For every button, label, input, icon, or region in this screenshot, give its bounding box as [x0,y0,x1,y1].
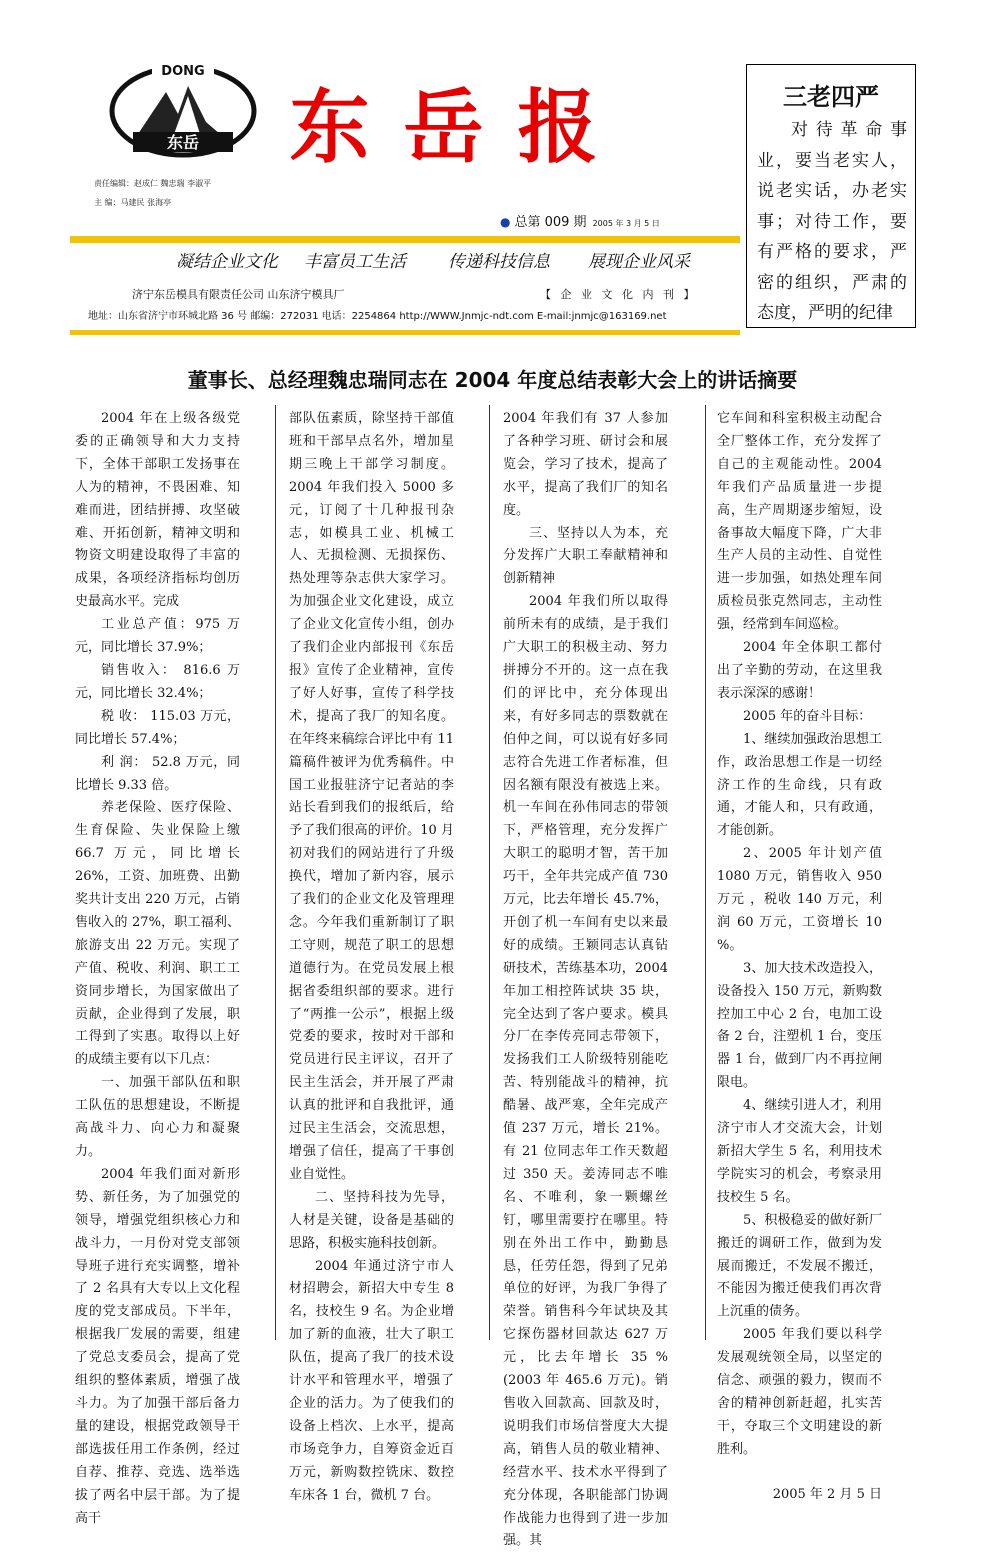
paragraph: 2004 年全体职工都付出了辛勤的劳动，在这里我表示深深的感谢！ [717,640,882,701]
paragraph: 利 润： 52.8 万元，同比增长 9.33 倍。 [75,754,240,793]
paragraph: 养老保险、医疗保险、生育保险、失业保险上缴 66.7 万元，同比增长 26%，工资、加班费、出勤奖共计支出 220 万元，占销售收入的 27%，职工福利、旅游支出 22 万元。实现了产值、税收、利润、职工工资同步增长，为国家做出了贡献，企业得到了发展，职工得到了实惠。取得以上好的成绩主要有以下几点： [75,800,240,1068]
issue-number: 总第 009 期 [514,215,587,230]
paragraph: 税 收： 115.03 万元，同比增长 57.4%； [75,708,240,747]
slogan-4: 展现企业风采 [588,252,690,272]
slogan-1: 凝结企业文化 [176,252,278,272]
column-divider [705,405,706,1340]
dongyue-logo [108,62,258,160]
paragraph: 2004 年通过济宁市人材招聘会，新招大中专生 8 名，技校生 9 名。为企业增加了新的血液，壮大了职工队伍，提高了我厂的技术设计水平和管理水平，增强了企业的活力。为了使我们的设备上档次、上水平，提高市场竞争力，自筹资金近百万元，新购数控铣床、数控车床各 1 台，微机 7 台。 [289,1258,454,1503]
paragraph: 2004 年我们所以取得前所未有的成绩，是于我们广大职工的积极主动、努力拼搏分不开的。这一点在我们的评比中，充分体现出来，有好多同志的票数就在伯仲之间，可以说有好多同志符合先进工作者标准，但因名额有限没有被选上来。机一车间在孙伟同志的带领下，严格管理，充分发挥广大职工的聪明才智，苦干加巧干，全年共完成产值 730 万元，比去年增长 45.7%，开创了机一车间有史以来最好的成绩。王颖同志认真钻研技术，苦练基本功，2004 年加工相控阵试块 35 块，完全达到了客户要求。模具分厂在李传亮同志带领下，发扬我们工人阶级特别能吃苦、特别能战斗的精神，抗酷暑、战严寒，全年完成产值 237 万元，增长 21%。有 21 位同志年工作天数超过 350 天。姜涛同志不唯 名、不唯利，象一颗螺丝钉，哪里需要拧在哪里。特别在外出工作中，勤勤恳恳，任劳任怨，得到了兄弟单位的好评，为我厂争得了荣誉。销售科今年试块及其它探伤器材回款达 627 万元，比去年增长 35 %(2003 年 465.6 万元)。销售收入回款高、回款及时，说明我们市场信誉度大大提高，销售人员的敬业精神、经营水平、技术水平得到了充分体现，各职能部门协调作战能力也得到了进一步加强。其 [503,594,668,1549]
section-heading: 二、坚持科技为先导，人材是关键，设备是基础的思路，积极实施科技创新。 [289,1189,454,1251]
column-divider [275,405,276,1340]
motto-box [746,64,916,328]
paragraph: 工业总产值：975 万元，同比增长 37.9%； [75,617,240,656]
article-column-3 [503,408,668,1553]
logo-top-text: DONG [161,64,205,79]
column-divider [489,405,490,1340]
motto-title: 三老四严 [783,83,879,111]
list-item: 3、加大技术改造投入，设备投入 150 万元，新购数控加工中心 2 台，电加工设备 2 台，注塑机 1 台，变压器 1 台，做到厂内不再拉闸限电。 [717,960,882,1091]
article-column-2 [289,408,454,1508]
signature-date: 2005 年 2 月 5 日 [772,1486,882,1502]
staff-chief-editors: 主 编：马建民 张海亭 [94,198,172,207]
list-item: 5、积极稳妥的做好新厂搬迁的调研工作，做到为发展而搬迁，不发展不搬迁，不能因为搬迁使我们再次背上沉重的债务。 [717,1212,882,1320]
issue-info [500,211,660,230]
banner-top-rule [70,236,740,243]
bullet-icon: ● [500,215,511,229]
paragraph: 2005 年的奋斗目标： [743,708,872,724]
paragraph: 2004 年我们面对新形势、新任务，为了加强党的领导，增强党组织核心力和战斗力，一月份对党支部领导班子进行充实调整，增补了 2 名具有大专以上文化程度的党支部成员。下半年，根据我厂发展的需要，组建了党总支委员会，提高了党组织的整体素质，增强了战斗力。为了加强干部后备力量的建设，根据党政领导干部选拔任用工作条例，经过自荐、推荐、竞选、选举选拔了两名中层干部。为了提高干 [75,1166,240,1526]
paragraph: 2004 年在上级各级党委的正确领导和大力支持下，全体干部职工发扬事在人为的精神，不畏困难、知难而进，团结拼搏、攻坚破难、开拓创新，精神文明和物资文明建设取得了丰富的成果，各项经济指标均创历史最高水平。完成 [75,411,240,610]
contact-address: 地址：山东省济宁市环城北路 36 号 邮编：272031 电话：2254864 http://WWW.Jnmjc-ndt.com E-mail:jnmjc@163169.net [88,311,667,322]
slogan-3: 传递科技信息 [448,252,550,272]
paragraph: 销售收入： 816.6 万元，同比增长 32.4%； [75,662,240,701]
logo-bottom-text: 东岳 [166,133,200,152]
company-name: 济宁东岳模具有限责任公司 山东济宁模具厂 [132,288,345,301]
internal-publication-label: 【 企 业 文 化 内 刊 】 [540,288,698,301]
list-item: 1、继续加强政治思想工作，政治思想工作是一切经济工作的生命线，只有政通，才能人和，只有政通，才能创新。 [717,731,882,839]
section-heading: 一、加强干部队伍和职工队伍的思想建设，不断提高战斗力、向心力和凝聚力。 [75,1075,240,1159]
list-item: 4、继续引进人才，利用济宁市人才交流大会，计划新招大学生 5 名，利用技术学院实习的机会，考察录用技校生 5 名。 [717,1098,882,1205]
paragraph: 部队伍素质，除坚持干部值班和干部早点名外，增加星期三晚上干部学习制度。2004 年我们投入 5000 多元，订阅了十几种报刊杂志，如模具工业、机械工人、无损检测、无损探伤、热处理等杂志供大家学习。为加强企业文化建设，成立了企业文化宣传小组，创办了我们企业内部报刊《东岳报》宣传了企业精神，宣传了好人好事，宣传了科学技术，提高了我厂的知名度。在年终来稿综合评比中有 11 篇稿件被评为优秀稿件。中国工业报驻济宁记者站的李站长看到我们的报纸后，给予了我们很高的评价。10 月初对我们的网站进行了升级换代，增加了新内容，展示了我们的企业文化及管理理念。今年我们重新制订了职工守则，规范了职工的思想道德行为。在党员发展上根据省委组织部的要求。进行了“两推一公示”，根据上级党委的要求，按时对干部和党员进行民主评议，召开了民主生活会，并开展了严肃认真的批评和自我批评，通过民主生活会，交流思想，增强了信任，提高了干事创业自觉性。 [289,411,454,1182]
paragraph: 2004 年我们有 37 人参加了各种学习班、研讨会和展览会，学习了技术，提高了水平，提高了我们厂的知名度。 [503,411,668,518]
issue-date: 2005 年 3 月 5 日 [592,219,660,228]
section-heading: 三、坚持以人为本，充分发挥广大职工奉献精神和创新精神 [503,525,668,587]
motto-text: 对待革命事业，要当老实人，说老实话，办老实事；对待工作，要有严格的要求，严密的组织，严肃的态度，严明的纪律 [757,120,907,323]
paragraph: 2005 年我们要以科学发展观统领全局，以坚定的信念、顽强的毅力，锲而不舍的精神创新赶超，扎实苦干，夺取三个文明建设的新胜利。 [717,1327,882,1457]
paragraph: 它车间和科室积极主动配合全厂整体工作，充分发挥了自己的主观能动性。2004 年我们产品质量进一步提高，生产周期逐步缩短，设备事故大幅度下降，广大非生产人员的主动性、自觉性进一步加强，如热处理车间质检员张克然同志，主动性强，经常到车间巡检。 [717,411,882,633]
banner-bottom-rule [70,330,740,335]
article-column-4 [717,408,882,1507]
newspaper-title: 东岳报 [289,81,632,174]
article-headline: 董事长、总经理魏忠瑞同志在 2004 年度总结表彰大会上的讲话摘要 [187,368,798,392]
list-item: 2、2005 年计划产值 1080 万元，销售收入 950 万元 ，税收 140 万元，利润 60 万元，工资增长 10 %。 [717,846,882,953]
slogan-2: 丰富员工生活 [304,252,406,272]
staff-editors: 责任编辑：赵成仁 魏忠瑞 李淑平 [94,179,212,188]
article-column-1 [75,408,240,1530]
